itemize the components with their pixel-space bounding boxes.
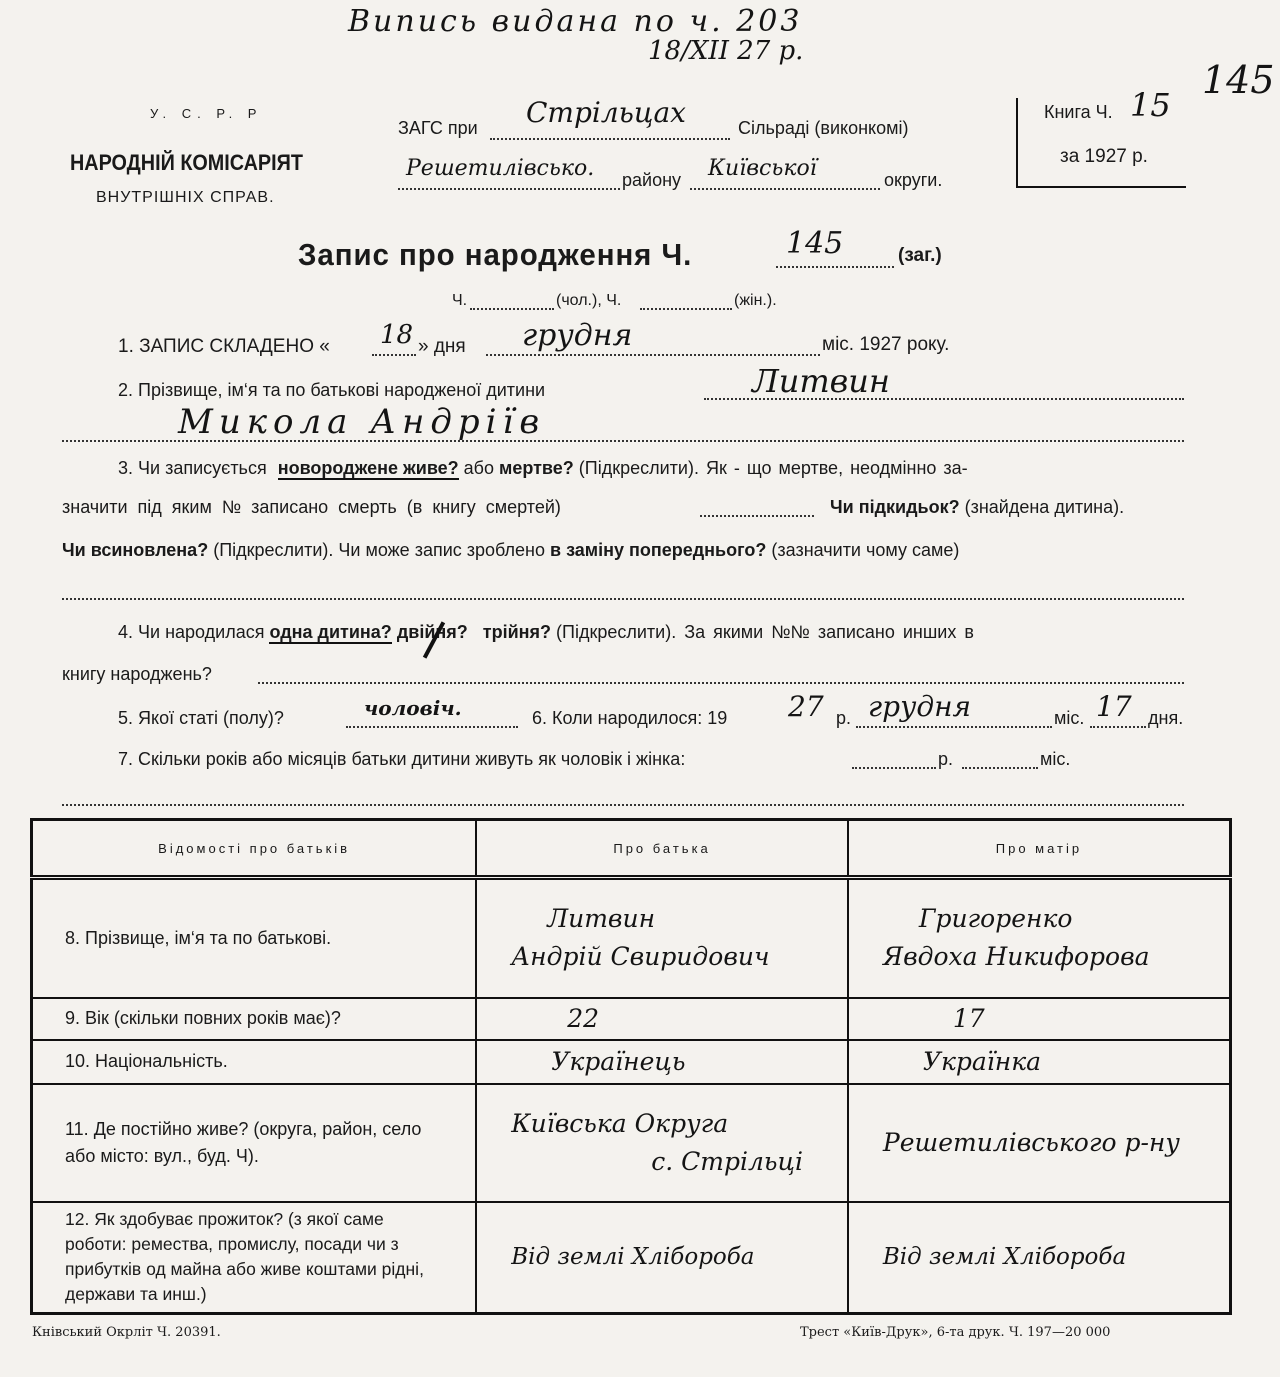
row8-father-surname: Литвин (547, 904, 656, 934)
title-sub-f: (жін.). (734, 292, 777, 309)
item1-day-line (372, 354, 416, 356)
item4-line2: книгу народжень? (62, 664, 212, 684)
item1-tail: міс. 1927 року. (822, 334, 950, 355)
item3-foundling: Чи підкидьок? (830, 497, 960, 517)
item7-extra-line (62, 804, 1184, 806)
row9-mother-age: 17 (952, 1003, 985, 1033)
title-sub-m: (чол.), Ч. (556, 292, 622, 309)
book-label: Книга Ч. (1044, 102, 1113, 122)
item3-line2b (830, 497, 1124, 518)
item6-r: р. (836, 708, 852, 728)
table-row (32, 878, 1231, 998)
zags-okruha-label: округи. (884, 170, 943, 190)
item5-label: 5. Якої статі (полу)? (118, 708, 284, 728)
table-row (32, 1202, 1231, 1314)
zags-council: Сільраді (виконкомі) (738, 118, 909, 138)
item4-twins: двійня? (396, 622, 468, 642)
item3-l1-e: (Підкреслити). Як - що мертве, неодмінно за- (578, 458, 968, 478)
item6-month-line (856, 726, 1052, 728)
zags-raion: Решетилівсько. (406, 156, 595, 181)
parents-table (30, 818, 1232, 1315)
item4-line1 (118, 622, 974, 643)
title-sub-ch: Ч. (452, 292, 468, 309)
item3-line1 (118, 458, 968, 479)
item3-note-line (62, 598, 1184, 600)
department-label: ВНУТРІШНІХ СПРАВ. (96, 189, 275, 206)
table-header-row (32, 820, 1231, 878)
row12-father-occupation: Від землі Хлібороба (511, 1244, 755, 1271)
item7-years-line (852, 767, 936, 769)
row9-father (476, 998, 848, 1040)
row10-father (476, 1040, 848, 1084)
item2-name: Микола Андріїв (178, 402, 546, 442)
item1-month: грудня (522, 318, 633, 353)
title-number: 145 (786, 226, 844, 261)
item1-label: 1. ЗАПИС СКЛАДЕНО « (118, 336, 330, 357)
item7-mis: міс. (1040, 749, 1071, 769)
item6-label: 6. Коли народилося: 19 (532, 708, 728, 728)
item3-replacement: в заміну попереднього? (550, 540, 767, 560)
book-number: 15 (1130, 86, 1171, 124)
zags-village-line (490, 138, 730, 140)
item3-l2-a: значити під яким № записано смерть (в книгу смертей) (62, 497, 561, 517)
item1-mid: » дня (418, 336, 466, 357)
item4-single: одна дитина? (269, 622, 392, 642)
row12-label: 12. Як здобуває прожиток? (з якої саме роботи: ремества, промислу, посади чи з прибутків од майна або живе коштами рідні, держави та инш.) (32, 1202, 477, 1314)
item3-live-option (278, 458, 459, 478)
row12-mother-occupation: Від землі Хлібороба (882, 1244, 1127, 1271)
item7-r: р. (938, 749, 954, 769)
row9-label: 9. Вік (скільки повних років має)? (32, 998, 477, 1040)
row8-mother (848, 878, 1231, 998)
row12-father (476, 1202, 848, 1314)
ussr-label: У. С. Р. Р (150, 106, 263, 121)
row10-mother (848, 1040, 1231, 1084)
row11-father-village: с. Стрільці (651, 1146, 803, 1176)
item3-line2 (62, 497, 561, 518)
item3-death-line (700, 515, 814, 517)
zags-okruha-line (690, 188, 880, 190)
header-father: Про батька (476, 820, 848, 878)
title-sub-line-m (470, 308, 554, 310)
row10-father-nationality: Українець (551, 1046, 686, 1076)
header-mother: Про матір (848, 820, 1231, 878)
item7-label: 7. Скільки років або місяців батьки дитини живуть як чоловік і жінка: (118, 749, 686, 769)
table-row (32, 998, 1231, 1040)
row9-father-age: 22 (567, 1003, 600, 1033)
item3-dead-option: мертве? (499, 458, 574, 478)
page-title: Запис про народження Ч. (298, 237, 693, 272)
item3-l2-c: (знайдена дитина). (964, 497, 1125, 517)
row10-mother-nationality: Українка (922, 1046, 1042, 1076)
zags-okruha: Київської (708, 156, 817, 181)
item3-live-text: новороджене живе? (277, 458, 459, 478)
footer-printer-right: Трест «Київ-Друк», 6-та друк. Ч. 197—20 000 (800, 1325, 1111, 1340)
item4-l1-a: 4. Чи народилася (118, 622, 265, 642)
item4-triplets: трійня? (482, 622, 552, 642)
item4-l1-e: (Підкреслити). За якими №№ записано инших в (556, 622, 974, 642)
item5-value: чоловіч. (364, 696, 462, 720)
commissariat-title: НАРОДНІЙ КОМІСАРІЯТ (70, 150, 303, 175)
issued-copy-note: Випись видана по ч. 203 (348, 4, 803, 39)
row10-label: 10. Національність. (32, 1040, 477, 1084)
item1-month-line (486, 354, 820, 356)
row8-mother-name: Явдоха Никифорова (882, 942, 1150, 972)
zags-raion-line (398, 188, 620, 190)
item3-adopted: Чи всиновлена? (62, 540, 209, 560)
row8-father-name: Андрій Свиридович (511, 942, 770, 972)
zags-raion-label: району (622, 170, 682, 190)
item6-mis: міс. (1054, 708, 1085, 728)
zags-village: Стрільцах (526, 96, 686, 129)
zags-prefix: ЗАГС при (398, 118, 478, 138)
item3-l1-c: або (463, 458, 495, 478)
item6-day-line (1090, 726, 1146, 728)
item3-l3-b: (Підкреслити). Чи може запис зроблено (213, 540, 545, 560)
row8-mother-surname: Григоренко (918, 904, 1073, 934)
book-year: за 1927 р. (1060, 146, 1148, 167)
header-info: Відомості про батьків (32, 820, 477, 878)
item7-months-line (962, 767, 1038, 769)
item2-label: 2. Прізвище, ім‘я та по батькові народженої дитини (118, 380, 546, 400)
item3-l3-d: (зазначити чому саме) (771, 540, 960, 560)
margin-mark: 145 (1202, 58, 1275, 102)
item4-numbers-line (258, 682, 1184, 684)
title-sub-line-f (640, 308, 732, 310)
title-number-line (776, 266, 894, 268)
row8-father (476, 878, 848, 998)
item3-line3 (62, 540, 959, 561)
item2-surname: Литвин (752, 362, 890, 400)
item6-year: 27 (788, 690, 824, 723)
row11-father-okruha: Київська Округа (511, 1108, 729, 1138)
row11-mother-raion: Решетилівського р-ну (882, 1127, 1180, 1157)
item6-day: 17 (1096, 690, 1132, 723)
row9-mother (848, 998, 1231, 1040)
row12-mother (848, 1202, 1231, 1314)
item5-line (346, 726, 518, 728)
row11-mother (848, 1084, 1231, 1202)
footer-printer-left: Кнівський Окрліт Ч. 20391. (32, 1325, 221, 1340)
item3-l1-a: 3. Чи записується (118, 458, 267, 478)
item6-month: грудня (868, 690, 972, 723)
table-row (32, 1040, 1231, 1084)
row8-label: 8. Прізвище, ім‘я та по батькові. (32, 878, 477, 998)
row11-label: 11. Де постійно живе? (округа, район, село або місто: вул., буд. Ч). (32, 1084, 477, 1202)
issued-date-note: 18/XII 27 р. (648, 36, 804, 66)
title-suffix: (заг.) (898, 245, 942, 266)
item6-tail: дня. (1148, 708, 1184, 728)
item1-day: 18 (380, 320, 414, 350)
table-row (32, 1084, 1231, 1202)
row11-father (476, 1084, 848, 1202)
